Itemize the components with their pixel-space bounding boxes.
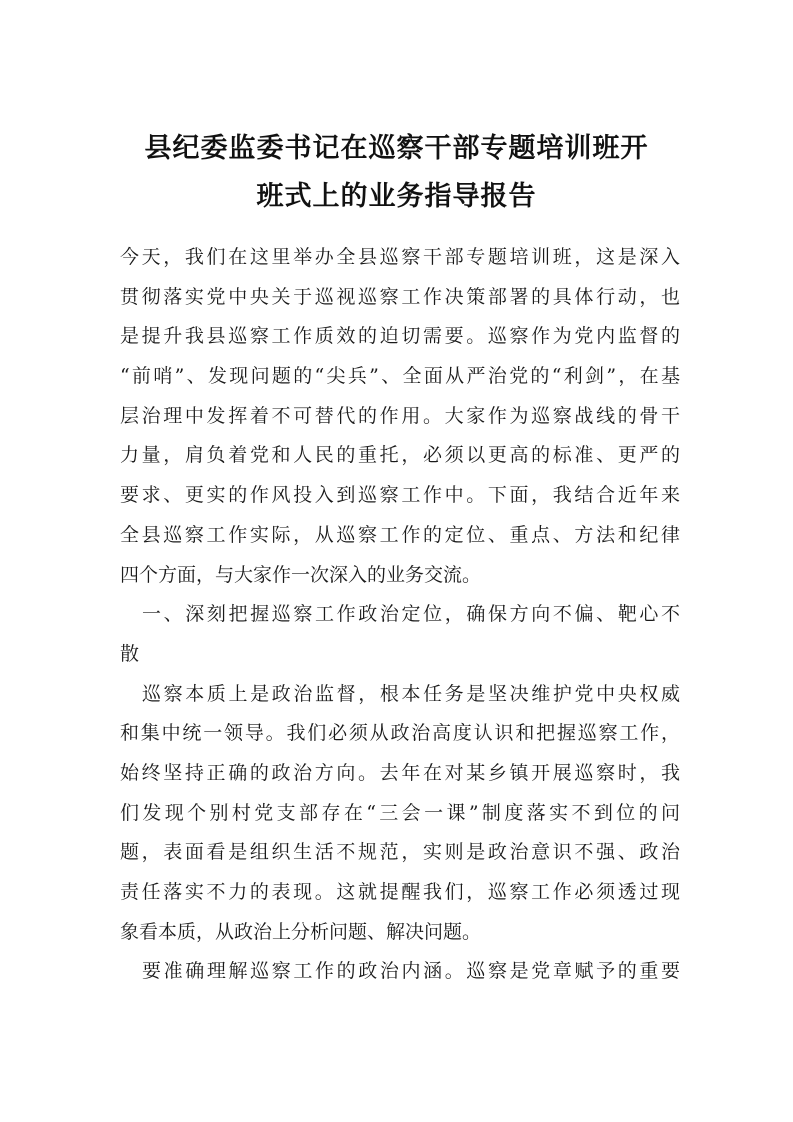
body-line: 要求、更实的作风投入到巡察工作中。下面，我结合近年来 xyxy=(120,484,680,507)
section-heading-line: 散 xyxy=(120,642,140,665)
body-line: 贯彻落实党中央关于巡视巡察工作决策部署的具体行动，也 xyxy=(120,285,680,308)
body-line: 始终坚持正确的政治方向。去年在对某乡镇开展巡察时，我 xyxy=(120,761,680,784)
body-line: 四个方面，与大家作一次深入的业务交流。 xyxy=(120,563,482,586)
body-line: 和集中统一领导。我们必须从政治高度认识和把握巡察工作， xyxy=(120,722,680,745)
body-line: 今天，我们在这里举办全县巡察干部专题培训班，这是深入 xyxy=(120,246,680,268)
body-line: 要准确理解巡察工作的政治内涵。巡察是党章赋予的重要 xyxy=(142,960,680,983)
body-line: 巡察本质上是政治监督，根本任务是坚决维护党中央权威 xyxy=(142,682,680,705)
body-line: 象看本质，从政治上分析问题、解决问题。 xyxy=(120,920,482,943)
section-heading-line: 一、深刻把握巡察工作政治定位，确保方向不偏、靶心不 xyxy=(142,603,680,626)
body-line: 是提升我县巡察工作质效的迫切需要。巡察作为党内监督的 xyxy=(120,325,680,348)
document-title-line-1: 县纪委监委书记在巡察干部专题培训班开 xyxy=(144,133,649,164)
body-line: 责任落实不力的表现。这就提醒我们，巡察工作必须透过现 xyxy=(120,881,680,903)
document-title-line-2: 班式上的业务指导报告 xyxy=(256,181,537,212)
body-line: 层治理中发挥着不可替代的作用。大家作为巡察战线的骨干 xyxy=(120,404,680,427)
body-line: 们发现个别村党支部存在“三会一课”制度落实不到位的问 xyxy=(120,801,680,824)
body-line: 力量，肩负着党和人民的重托，必须以更高的标准、更严的 xyxy=(120,444,680,467)
body-line: 题，表面看是组织生活不规范，实则是政治意识不强、政治 xyxy=(120,841,680,864)
body-line: 全县巡察工作实际，从巡察工作的定位、重点、方法和纪律 xyxy=(120,523,680,546)
document-body xyxy=(120,238,680,992)
body-line: “前哨”、发现问题的“尖兵”、全面从严治党的“利剑”，在基 xyxy=(120,365,680,388)
